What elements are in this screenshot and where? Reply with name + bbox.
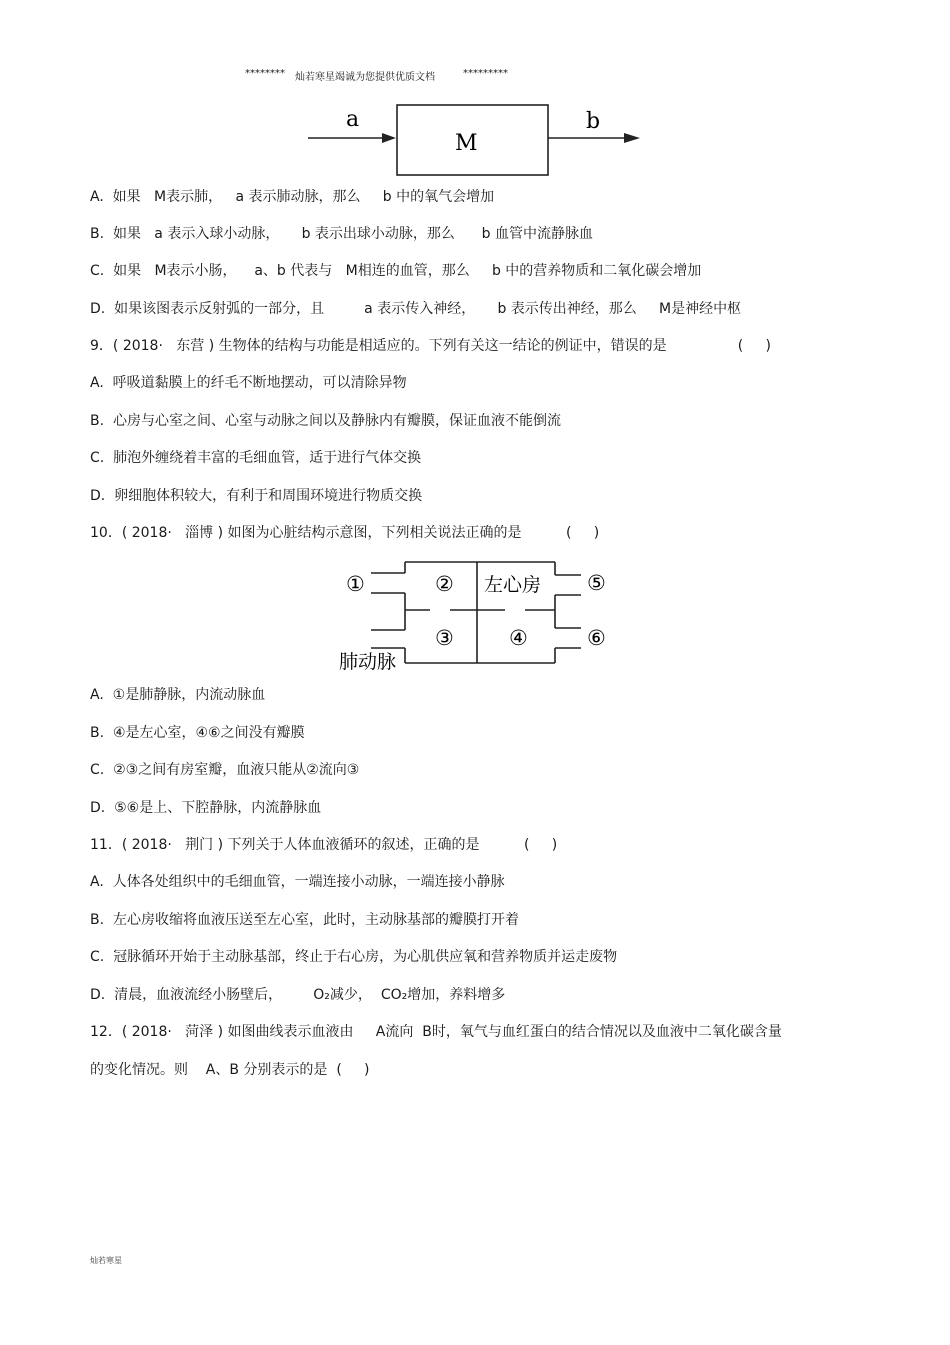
label-left-atrium: 左心房: [484, 574, 542, 596]
q9-option-b: B. 心房与心室之间、心室与动脉之间以及静脉内有瓣膜，保证血液不能倒流: [90, 413, 561, 429]
q11-option-b: B. 左心房收缩将血液压送至左心室，此时，主动脉基部的瓣膜打开着: [90, 912, 519, 928]
header-stars-right: *********: [463, 68, 508, 79]
q12-stem-line2: 的变化情况。则 A、B 分别表示的是 ( ): [90, 1062, 370, 1078]
q11-option-d: D. 清晨，血液流经小肠壁后， O₂减少， CO₂增加，养料增多: [90, 987, 506, 1003]
header-stars-left: ********: [245, 68, 285, 79]
q11-stem: 11．( 2018· 荆门 ) 下列关于人体血液循环的叙述，正确的是 ( ): [90, 837, 558, 853]
q10-option-a: A. ①是肺静脉，内流动脉血: [90, 687, 266, 703]
q8-option-b: B. 如果 a 表示入球小动脉， b 表示出球小动脉，那么 b 血管中流静脉血: [90, 226, 593, 242]
label-b: b: [586, 109, 601, 134]
label-3: ③: [435, 626, 454, 650]
q10-stem: 10．( 2018· 淄博 ) 如图为心脏结构示意图，下列相关说法正确的是 ( ): [90, 525, 600, 541]
label-4: ④: [509, 626, 528, 650]
q8-option-a: A. 如果 M表示肺， a 表示肺动脉，那么 b 中的氧气会增加: [90, 189, 495, 205]
diagram-abm: [300, 100, 645, 180]
label-pulmonary-artery: 肺动脉: [339, 651, 397, 673]
q9-option-c: C. 肺泡外缠绕着丰富的毛细血管，适于进行气体交换: [90, 450, 422, 466]
label-m: M: [455, 131, 478, 156]
q11-option-c: C. 冠脉循环开始于主动脉基部，终止于右心房，为心肌供应氧和营养物质并运走废物: [90, 949, 618, 965]
label-2: ②: [435, 572, 454, 596]
q9-option-a: A. 呼吸道黏膜上的纤毛不断地摆动，可以清除异物: [90, 375, 407, 391]
heart-diagram: [335, 555, 620, 675]
q9-option-d: D. 卵细胞体积较大，有利于和周围环境进行物质交换: [90, 488, 423, 504]
label-6: ⑥: [587, 626, 606, 650]
label-1: ①: [346, 572, 365, 596]
q10-option-d: D. ⑤⑥是上、下腔静脉，内流静脉血: [90, 800, 322, 816]
q11-option-a: A. 人体各处组织中的毛细血管，一端连接小动脉，一端连接小静脉: [90, 874, 505, 890]
q10-option-c: C. ②③之间有房室瓣，血液只能从②流向③: [90, 762, 360, 778]
q8-option-d: D. 如果该图表示反射弧的一部分，且 a 表示传入神经， b 表示传出神经，那么 M是神经中枢: [90, 301, 742, 317]
label-5: ⑤: [587, 571, 606, 595]
q9-stem: 9．( 2018· 东营 ) 生物体的结构与功能是相适应的。下列有关这一结论的例证中，错误的是 ( ): [90, 338, 771, 354]
header-text: 灿若寒星竭诚为您提供优质文档: [295, 72, 435, 83]
q8-option-c: C. 如果 M表示小肠， a、b 代表与 M相连的血管，那么 b 中的营养物质和二氧化碳会增加: [90, 263, 702, 279]
q10-option-b: B. ④是左心室，④⑥之间没有瓣膜: [90, 725, 305, 741]
label-a: a: [346, 107, 360, 132]
q12-stem-line1: 12．( 2018· 菏泽 ) 如图曲线表示血液由 A流向 B时，氧气与血红蛋白的结合情况以及血液中二氧化碳含量: [90, 1024, 782, 1040]
page-footer: 灿若寒星: [90, 1256, 122, 1265]
